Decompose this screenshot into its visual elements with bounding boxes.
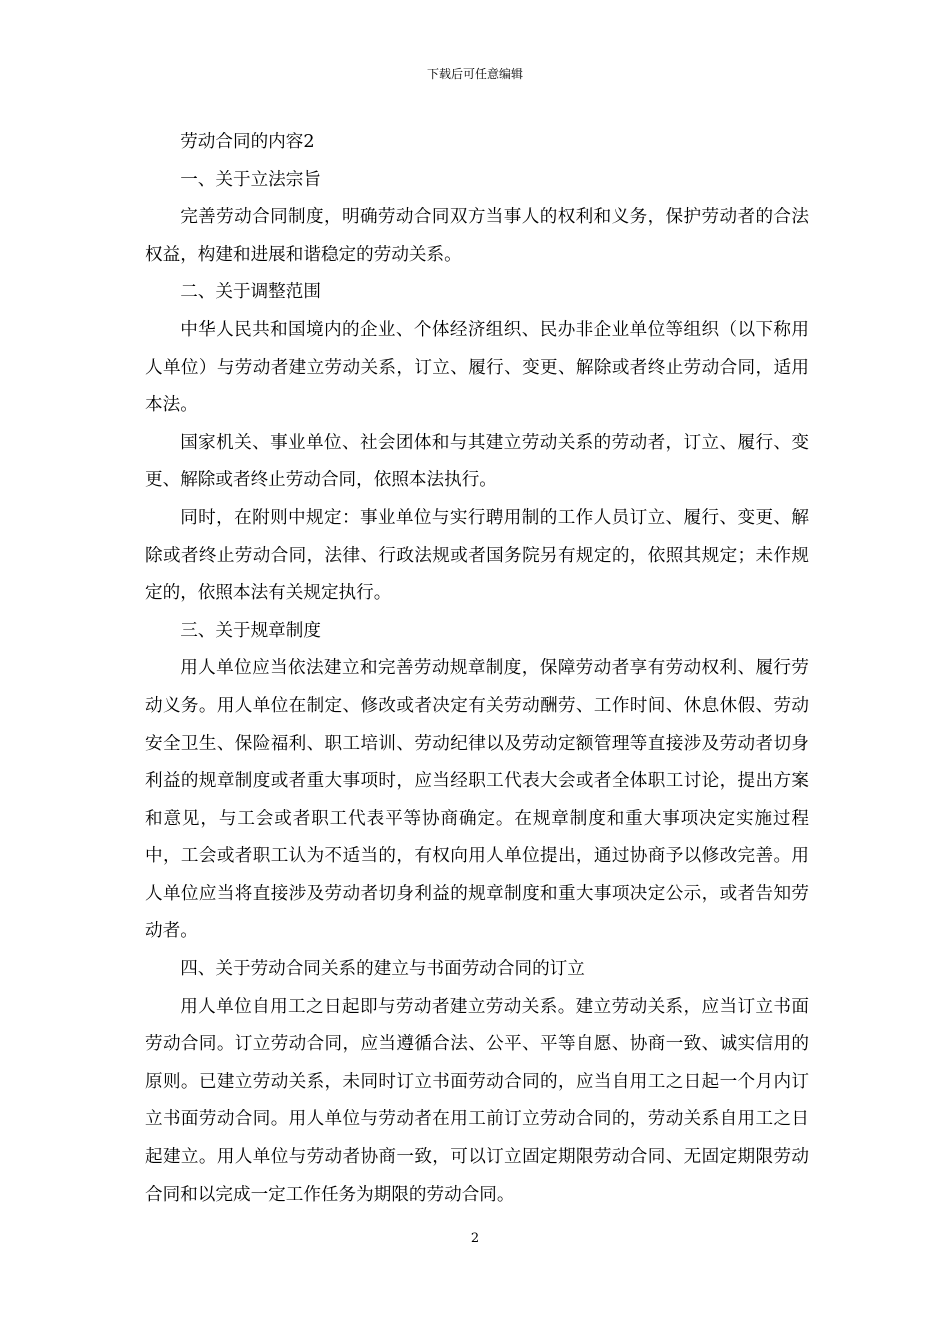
page-header: 下载后可任意编辑 bbox=[426, 67, 523, 81]
page-number: 2 bbox=[470, 1231, 480, 1246]
body-paragraph: 国家机关、事业单位、社会团体和与其建立劳动关系的劳动者，订立、履行、变更、解除或者终止劳动合同，依照本法执行。 bbox=[145, 432, 809, 491]
section-heading-3: 三、关于规章制度 bbox=[180, 620, 321, 641]
body-paragraph: 完善劳动合同制度，明确劳动合同双方当事人的权利和义务，保护劳动者的合法权益，构建和进展和谐稳定的劳动关系。 bbox=[145, 207, 809, 265]
section-heading-4: 四、关于劳动合同关系的建立与书面劳动合同的订立 bbox=[180, 959, 585, 980]
document-body bbox=[145, 124, 809, 1214]
body-paragraph: 同时，在附则中规定：事业单位与实行聘用制的工作人员订立、履行、变更、解除或者终止劳动合同，法律、行政法规或者国务院另有规定的，依照其规定；未作规定的，依照本法有关规定执行。 bbox=[145, 507, 809, 604]
section-heading-2: 二、关于调整范围 bbox=[180, 282, 321, 303]
document-title: 劳动合同的内容2 bbox=[180, 132, 315, 152]
section-heading-1: 一、关于立法宗旨 bbox=[180, 169, 321, 190]
body-paragraph: 用人单位自用工之日起即与劳动者建立劳动关系。建立劳动关系，应当订立书面劳动合同。订立劳动合同，应当遵循合法、公平、平等自愿、协商一致、诚实信用的原则。已建立劳动关系，未同时订立书面劳动合同的，应当自用工之日起一个月内订立书面劳动合同。用人单位与劳动者在用工前订立劳动合同的，劳动关系自用工之日起建立。用人单位与劳动者协商一致，可以订立固定期限劳动合同、无固定期限劳动合同和以完成一定工作任务为期限的劳动合同。 bbox=[145, 996, 809, 1205]
body-paragraph: 中华人民共和国境内的企业、个体经济组织、民办非企业单位等组织（以下称用人单位）与劳动者建立劳动关系，订立、履行、变更、解除或者终止劳动合同，适用本法。 bbox=[145, 319, 809, 416]
body-paragraph: 用人单位应当依法建立和完善劳动规章制度，保障劳动者享有劳动权利、履行劳动义务。用人单位在制定、修改或者决定有关劳动酬劳、工作时间、休息休假、劳动安全卫生、保险福利、职工培训、劳动纪律以及劳动定额管理等直接涉及劳动者切身利益的规章制度或者重大事项时，应当经职工代表大会或者全体职工讨论，提出方案和意见，与工会或者职工代表平等协商确定。在规章制度和重大事项决定实施过程中，工会或者职工认为不适当的，有权向用人单位提出，通过协商予以修改完善。用人单位应当将直接涉及劳动者切身利益的规章制度和重大事项决定公示，或者告知劳动者。 bbox=[145, 658, 809, 942]
